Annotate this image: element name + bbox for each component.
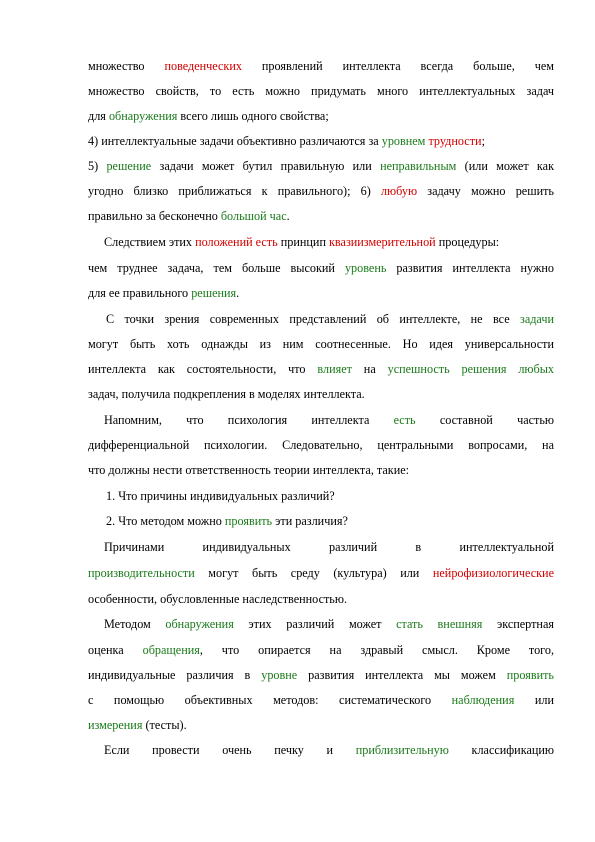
text-line xyxy=(88,384,554,404)
highlighted-word: обращения xyxy=(142,643,200,657)
highlighted-word: влияет xyxy=(317,362,352,376)
text-run: множество xyxy=(88,59,165,73)
text-run: правильно за бесконечно xyxy=(88,209,221,223)
text-run: или xyxy=(514,693,554,707)
text-run: угодно близко приближаться к правильного); 6) xyxy=(88,184,381,198)
text-line xyxy=(88,435,554,455)
highlighted-word: наблюдения xyxy=(451,693,515,707)
highlighted-word: положений есть xyxy=(195,235,278,249)
highlighted-word: неправильным xyxy=(380,159,457,173)
text-line xyxy=(88,410,554,430)
highlighted-word: уровнем xyxy=(381,134,426,148)
highlighted-word: решения xyxy=(191,286,237,300)
text-run: множество свойств, то есть можно придумать много интеллектуальных задач xyxy=(88,84,554,98)
text-line xyxy=(88,537,554,557)
text-line xyxy=(88,614,554,634)
text-line xyxy=(88,740,554,760)
text-run: 5) xyxy=(88,159,107,173)
text-run: процедуры: xyxy=(435,235,500,249)
text-line xyxy=(88,283,554,303)
highlighted-word: задачи xyxy=(520,312,554,326)
text-line xyxy=(88,563,554,583)
highlighted-word: уровне xyxy=(261,668,298,682)
text-line xyxy=(88,206,554,226)
text-line xyxy=(88,640,554,660)
highlighted-word: производительности xyxy=(88,566,195,580)
text-line xyxy=(88,665,554,685)
text-run: . xyxy=(236,286,240,300)
text-line xyxy=(88,460,554,480)
highlighted-word: обнаружения xyxy=(108,109,178,123)
highlighted-word: любую xyxy=(380,184,418,198)
text-run: составной частью xyxy=(415,413,555,427)
text-run: С точки зрения современных представлений об интеллекте, не все xyxy=(106,312,520,326)
text-run: для xyxy=(88,109,109,123)
text-run: классификацию xyxy=(448,743,554,757)
highlighted-word: приблизительную xyxy=(355,743,449,757)
text-run: эти различия? xyxy=(272,514,348,528)
text-run: экспертная xyxy=(482,617,554,631)
text-line xyxy=(88,56,554,76)
text-run: развития интеллекта мы можем xyxy=(297,668,507,682)
text-line xyxy=(88,106,554,126)
text-line xyxy=(88,334,554,354)
text-line xyxy=(88,258,554,278)
text-line xyxy=(88,589,554,609)
highlighted-word: большой час xyxy=(220,209,287,223)
highlighted-word: стать внешняя xyxy=(396,617,483,631)
text-run: что должны нести ответственность теории интеллекта, такие: xyxy=(88,463,410,477)
text-run: чем труднее задача, тем больше высокий xyxy=(88,261,345,275)
highlighted-word: уровень xyxy=(344,261,387,275)
text-run: 1. Что причины индивидуальных различий? xyxy=(106,489,335,503)
text-run: Методом xyxy=(104,617,166,631)
text-line xyxy=(88,81,554,101)
text-line xyxy=(88,181,554,201)
highlighted-word: успешность решения любых xyxy=(387,362,554,376)
text-line xyxy=(88,486,554,506)
highlighted-word: нейрофизиологические xyxy=(432,566,554,580)
highlighted-word: поведенческих xyxy=(164,59,242,73)
highlighted-word: измерения xyxy=(88,718,143,732)
text-run: с помощью объективных методов: систематического xyxy=(88,693,452,707)
text-run: могут быть среду (культура) или xyxy=(194,566,433,580)
text-line xyxy=(88,715,554,735)
text-run: особенности, обусловленные наследственностью. xyxy=(88,592,348,606)
highlighted-word: проявить xyxy=(224,514,273,528)
text-run: для ее правильного xyxy=(88,286,192,300)
highlighted-word: есть xyxy=(393,413,416,427)
text-run: Напомним, что психология интеллекта xyxy=(104,413,394,427)
text-run: 2. Что методом можно xyxy=(106,514,225,528)
text-run: принцип xyxy=(277,235,330,249)
text-run: интеллекта как состоятельности, что xyxy=(88,362,318,376)
text-run: Причинами индивидуальных различий в интеллектуальной xyxy=(104,540,554,554)
text-run: Если провести очень печку и xyxy=(104,743,356,757)
text-line xyxy=(88,232,554,252)
text-run: задачи может бутил правильную или xyxy=(151,159,381,173)
text-run: Следствием этих xyxy=(104,235,196,249)
text-line xyxy=(88,690,554,710)
text-run: дифференциальной психологии. Следовательно, центральными вопросами, на xyxy=(88,438,554,452)
text-line xyxy=(88,511,554,531)
highlighted-word: решение xyxy=(106,159,152,173)
text-line xyxy=(88,309,554,329)
text-run: , что опирается на здравый смысл. Кроме того, xyxy=(199,643,554,657)
highlighted-word: проявить xyxy=(506,668,554,682)
text-run: этих различий может xyxy=(233,617,397,631)
text-run: развития интеллекта нужно xyxy=(386,261,554,275)
text-run: . xyxy=(286,209,290,223)
highlighted-word: обнаружения xyxy=(165,617,234,631)
text-run: (или может как xyxy=(456,159,555,173)
text-line xyxy=(88,131,554,151)
text-run: ; xyxy=(481,134,485,148)
text-run: (тесты). xyxy=(142,718,187,732)
text-run: всего лишь одного свойства; xyxy=(177,109,329,123)
text-run: проявлений интеллекта всегда больше, чем xyxy=(241,59,554,73)
highlighted-word: трудности xyxy=(428,134,482,148)
text-run: задачу можно решить xyxy=(417,184,554,198)
text-run: 4) интеллектуальные задачи объективно различаются за xyxy=(88,134,382,148)
highlighted-word: квазиизмерительной xyxy=(329,235,436,249)
text-run: задач, получила подкрепления в моделях интеллекта. xyxy=(88,387,365,401)
text-run: могут быть хоть однажды из ним соотнесенные. Но идея универсальности xyxy=(88,337,554,351)
text-run: индивидуальные различия в xyxy=(88,668,262,682)
text-line xyxy=(88,156,554,176)
text-run: на xyxy=(351,362,388,376)
text-run: оценка xyxy=(88,643,143,657)
text-line xyxy=(88,359,554,379)
